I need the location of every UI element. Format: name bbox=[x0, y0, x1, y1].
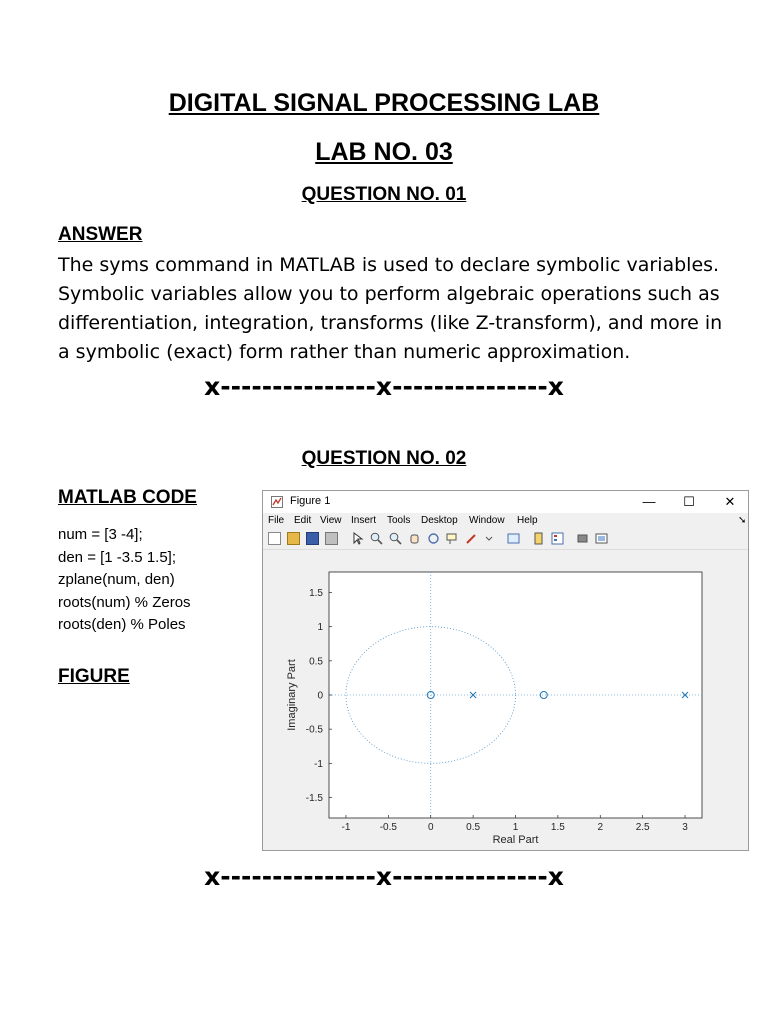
menu-insert[interactable]: Insert bbox=[351, 515, 377, 526]
open-file-icon[interactable] bbox=[287, 532, 300, 545]
answer-line: differentiation, integration, transforms (like Z-transform), and more in bbox=[58, 312, 723, 334]
colorbar-icon[interactable] bbox=[532, 532, 545, 545]
code-line: roots(num) % Zeros bbox=[58, 593, 191, 611]
figure-toolbar bbox=[263, 529, 748, 550]
x-tick-label: 0 bbox=[427, 822, 434, 833]
show-plot-tools-icon[interactable] bbox=[595, 532, 608, 545]
link-plot-icon[interactable] bbox=[507, 532, 520, 545]
y-tick-label: 1 bbox=[317, 622, 323, 634]
code-block bbox=[58, 524, 191, 637]
pan-icon[interactable] bbox=[408, 532, 421, 545]
y-tick-label: 0 bbox=[317, 690, 323, 702]
y-tick-label: 0.5 bbox=[309, 656, 323, 668]
matlab-code-label: MATLAB CODE bbox=[58, 487, 197, 508]
zoom-in-icon[interactable] bbox=[370, 532, 383, 545]
code-line: den = [1 -3.5 1.5]; bbox=[58, 548, 177, 566]
y-tick-label: 1.5 bbox=[309, 588, 323, 599]
menu-edit[interactable]: Edit bbox=[294, 515, 312, 526]
link-icon[interactable] bbox=[483, 532, 496, 545]
y-tick-label: -1 bbox=[314, 758, 323, 770]
menu-help[interactable]: Help bbox=[517, 515, 538, 526]
window-titlebar[interactable] bbox=[263, 491, 748, 514]
x-axis-label: Real Part bbox=[492, 834, 539, 846]
x-tick-label: 1 bbox=[512, 822, 519, 833]
answer-line: a symbolic (exact) form rather than numeric approximation. bbox=[58, 341, 631, 363]
x-tick-label: -0.5 bbox=[379, 822, 397, 833]
menu-file[interactable]: File bbox=[268, 515, 285, 526]
y-tick-label: -0.5 bbox=[305, 724, 323, 736]
legend-icon[interactable] bbox=[551, 532, 564, 545]
close-button[interactable]: ✕ bbox=[724, 494, 736, 509]
separator-line: x---------------x---------------x bbox=[204, 372, 564, 401]
x-tick-label: 2.5 bbox=[635, 822, 650, 833]
matlab-figure-icon bbox=[271, 496, 283, 508]
x-tick-label: 3 bbox=[682, 822, 688, 833]
question-2-heading: QUESTION NO. 02 bbox=[301, 448, 467, 469]
x-tick-label: 0.5 bbox=[466, 822, 481, 833]
y-axis-label: Imaginary Part bbox=[286, 659, 298, 731]
print-icon[interactable] bbox=[325, 532, 338, 545]
save-icon[interactable] bbox=[306, 532, 319, 545]
pole-zero-plot bbox=[263, 550, 748, 850]
rotate-icon[interactable] bbox=[427, 532, 440, 545]
dock-arrow-icon[interactable]: ➘ bbox=[738, 515, 747, 526]
menu-tools[interactable]: Tools bbox=[387, 515, 411, 526]
menu-view[interactable]: View bbox=[320, 515, 342, 526]
plot-area bbox=[263, 550, 748, 850]
document-title: DIGITAL SIGNAL PROCESSING LAB bbox=[168, 89, 600, 117]
menu-window[interactable]: Window bbox=[469, 515, 505, 526]
pointer-icon[interactable] bbox=[351, 532, 364, 545]
question-1-heading: QUESTION NO. 01 bbox=[301, 184, 467, 205]
answer-label: ANSWER bbox=[58, 224, 143, 245]
hide-plot-tools-icon[interactable] bbox=[576, 532, 589, 545]
data-cursor-icon[interactable] bbox=[446, 532, 459, 545]
lab-number: LAB NO. 03 bbox=[315, 138, 453, 166]
code-line: zplane(num, den) bbox=[58, 571, 175, 588]
minimize-button[interactable]: — bbox=[642, 494, 656, 509]
new-figure-icon[interactable] bbox=[268, 532, 281, 545]
x-tick-label: 1.5 bbox=[550, 822, 565, 833]
figure-label: FIGURE bbox=[58, 666, 130, 687]
answer-text bbox=[58, 251, 748, 367]
separator-line-bottom: x---------------x---------------x bbox=[204, 862, 564, 891]
window-title: Figure 1 bbox=[290, 495, 331, 507]
x-tick-label: 2 bbox=[597, 822, 604, 833]
menu-desktop[interactable]: Desktop bbox=[421, 515, 458, 526]
answer-line: Symbolic variables allow you to perform algebraic operations such as bbox=[58, 283, 720, 305]
answer-line: The syms command in MATLAB is used to declare symbolic variables. bbox=[58, 254, 720, 276]
matlab-figure-window bbox=[262, 490, 749, 851]
zoom-out-icon[interactable] bbox=[389, 532, 402, 545]
maximize-button[interactable]: ☐ bbox=[683, 494, 695, 509]
code-line: roots(den) % Poles bbox=[58, 616, 186, 633]
code-line: num = [3 -4]; bbox=[58, 526, 143, 543]
x-tick-label: -1 bbox=[341, 822, 351, 833]
menu-bar bbox=[263, 513, 748, 529]
brush-icon[interactable] bbox=[465, 532, 478, 545]
y-tick-label: -1.5 bbox=[305, 793, 323, 804]
